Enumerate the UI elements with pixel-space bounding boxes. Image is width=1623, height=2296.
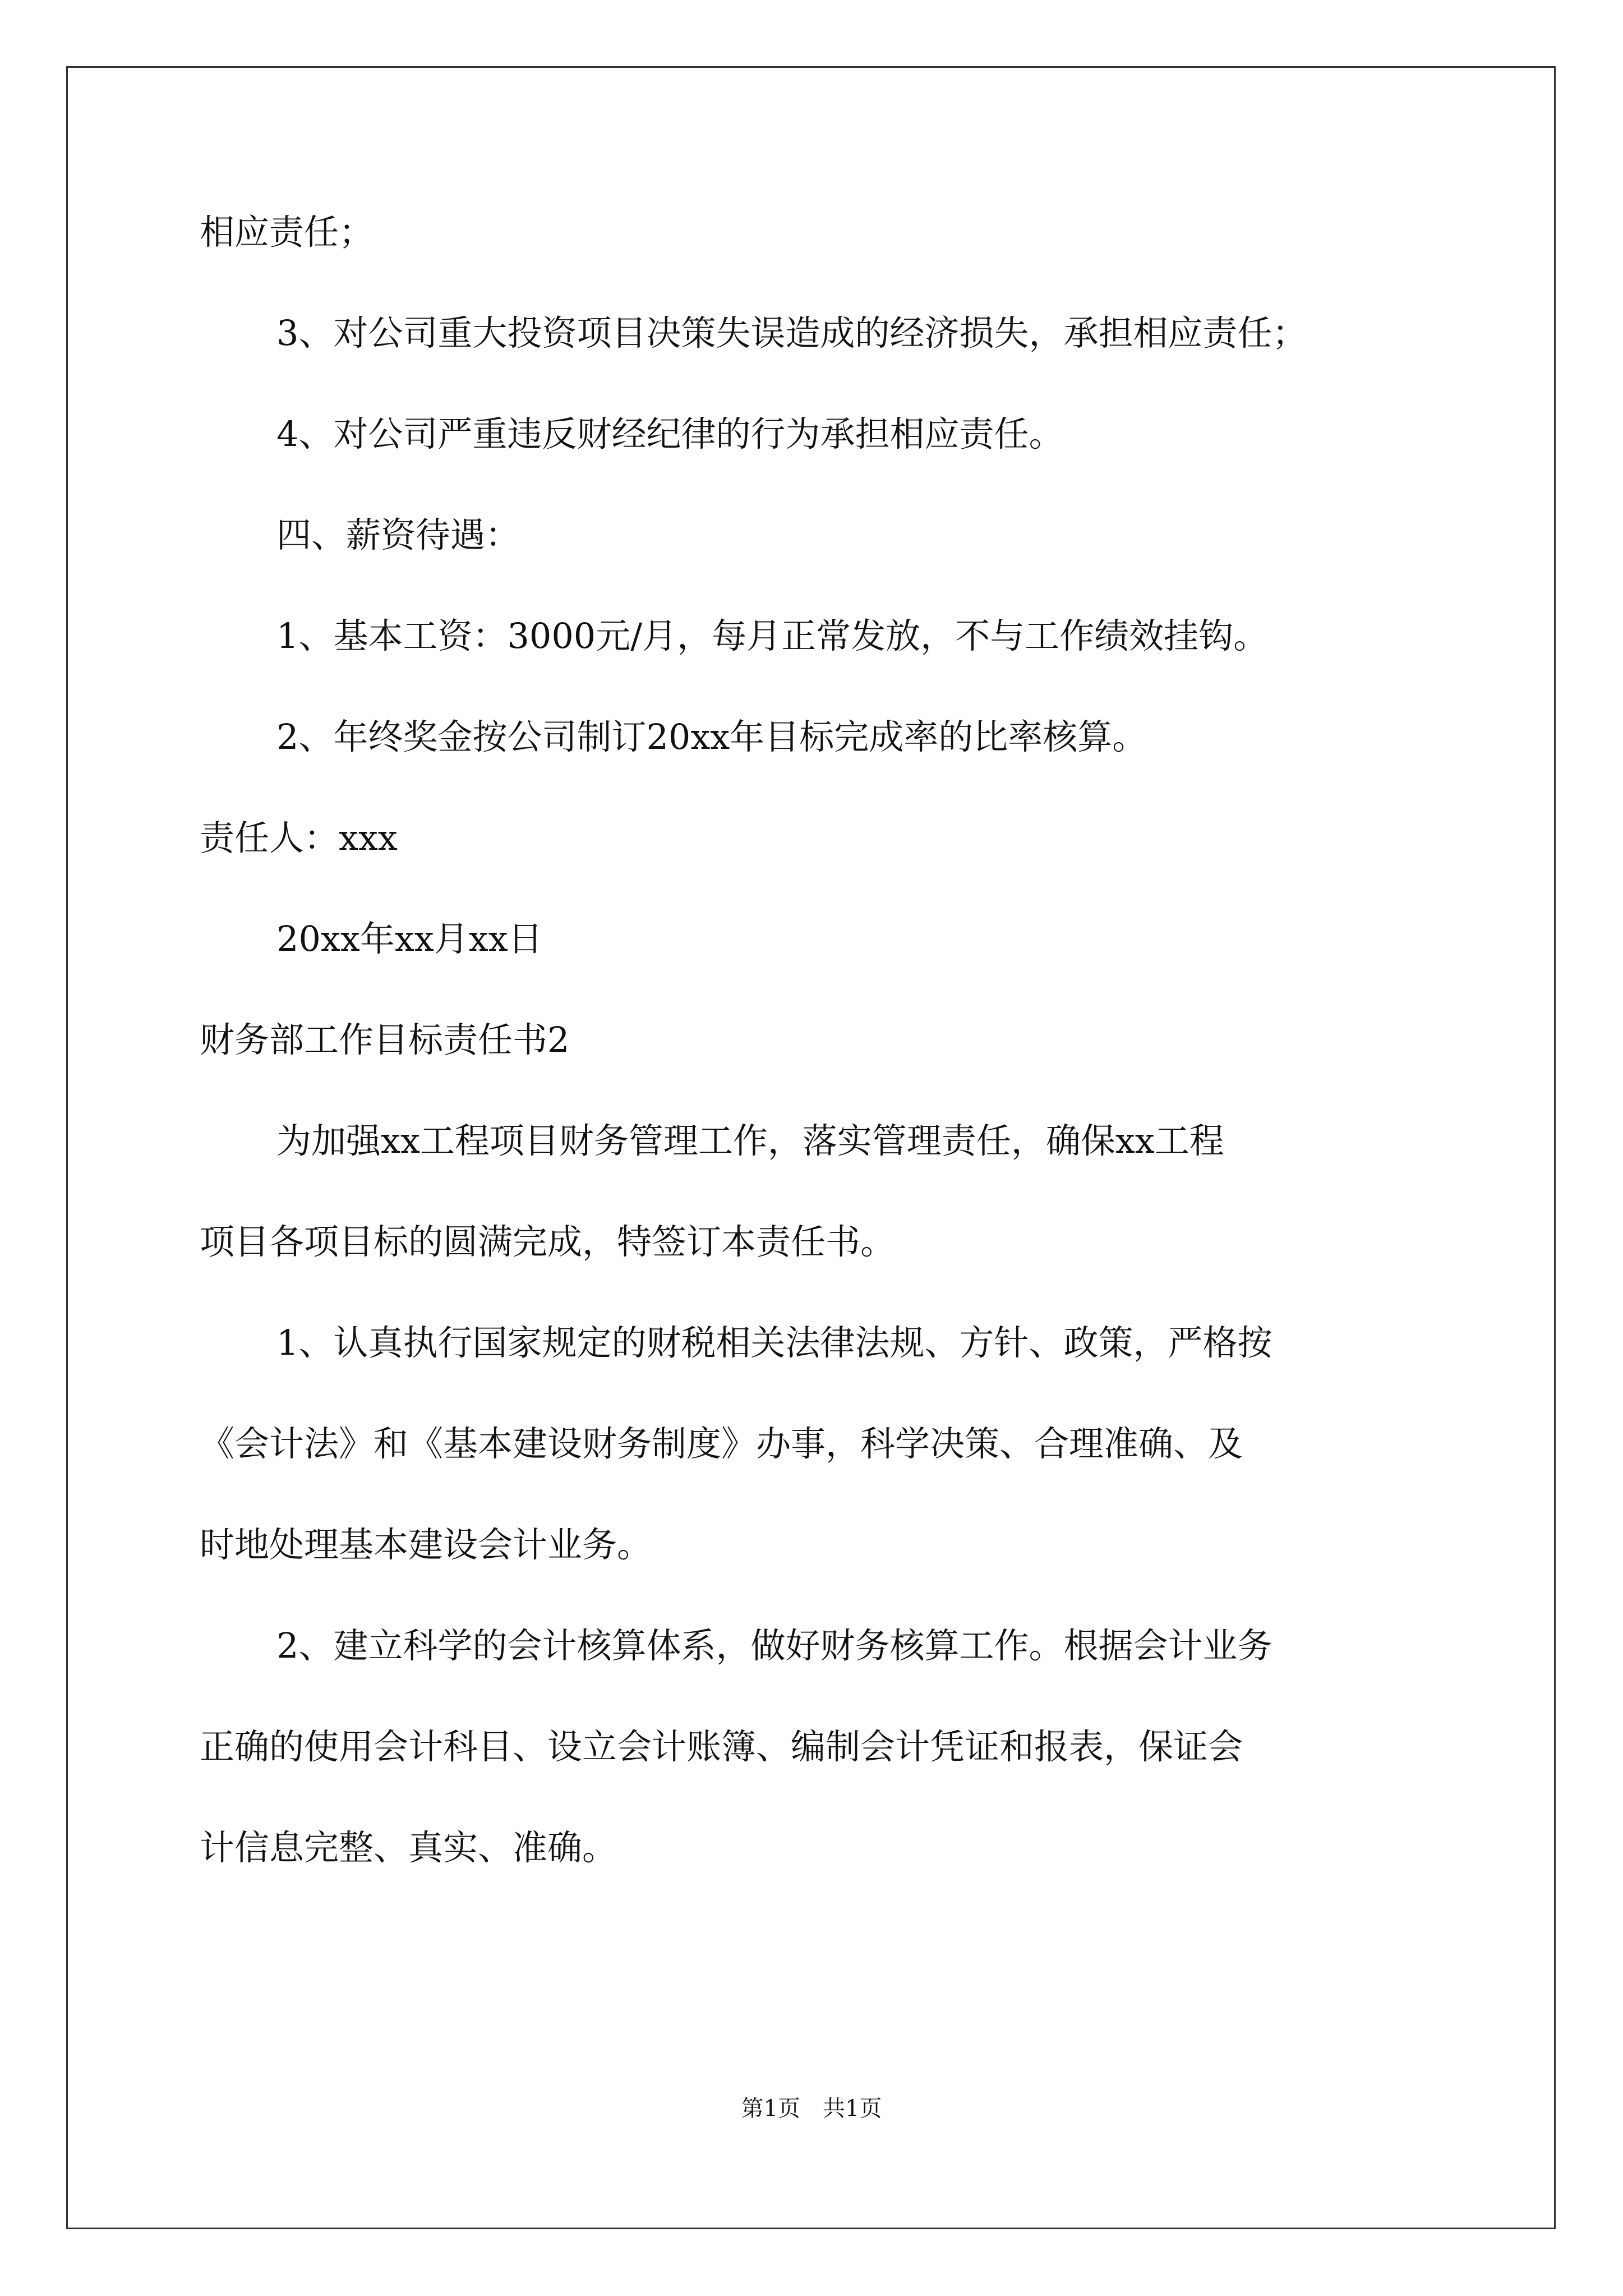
text-line: 1、基本工资：3000元/月，每月正常发放，不与工作绩效挂钩。	[276, 615, 1269, 656]
text-line: 正确的使用会计科目、设立会计账簿、编制会计凭证和报表，保证会	[200, 1726, 1243, 1767]
signatory-line: 责任人：xxx	[200, 817, 398, 858]
text-line: 2、建立科学的会计核算体系，做好财务核算工作。根据会计业务	[276, 1625, 1272, 1666]
document-title: 财务部工作目标责任书2	[200, 1019, 570, 1060]
text-line: 项目各项目标的圆满完成，特签订本责任书。	[200, 1221, 896, 1262]
text-line: 3、对公司重大投资项目决策失误造成的经济损失，承担相应责任；	[276, 312, 1307, 353]
text-line: 1、认真执行国家规定的财税相关法律法规、方针、政策，严格按	[276, 1322, 1272, 1363]
page-footer: 第1页 共1页	[741, 2096, 882, 2122]
text-line: 2、年终奖金按公司制订20xx年目标完成率的比率核算。	[276, 716, 1147, 757]
text-line: 计信息完整、真实、准确。	[200, 1827, 617, 1868]
text-line: 4、对公司严重违反财经纪律的行为承担相应责任。	[276, 413, 1064, 454]
text-line: 为加强xx工程项目财务管理工作，落实管理责任，确保xx工程	[276, 1120, 1224, 1161]
text-line: 《会计法》和《基本建设财务制度》办事，科学决策、合理准确、及	[200, 1423, 1243, 1464]
text-line: 相应责任；	[200, 211, 374, 252]
text-line: 时地处理基本建设会计业务。	[200, 1524, 652, 1565]
date-line: 20xx年xx月xx日	[276, 918, 543, 959]
section-heading: 四、薪资待遇：	[276, 514, 520, 555]
